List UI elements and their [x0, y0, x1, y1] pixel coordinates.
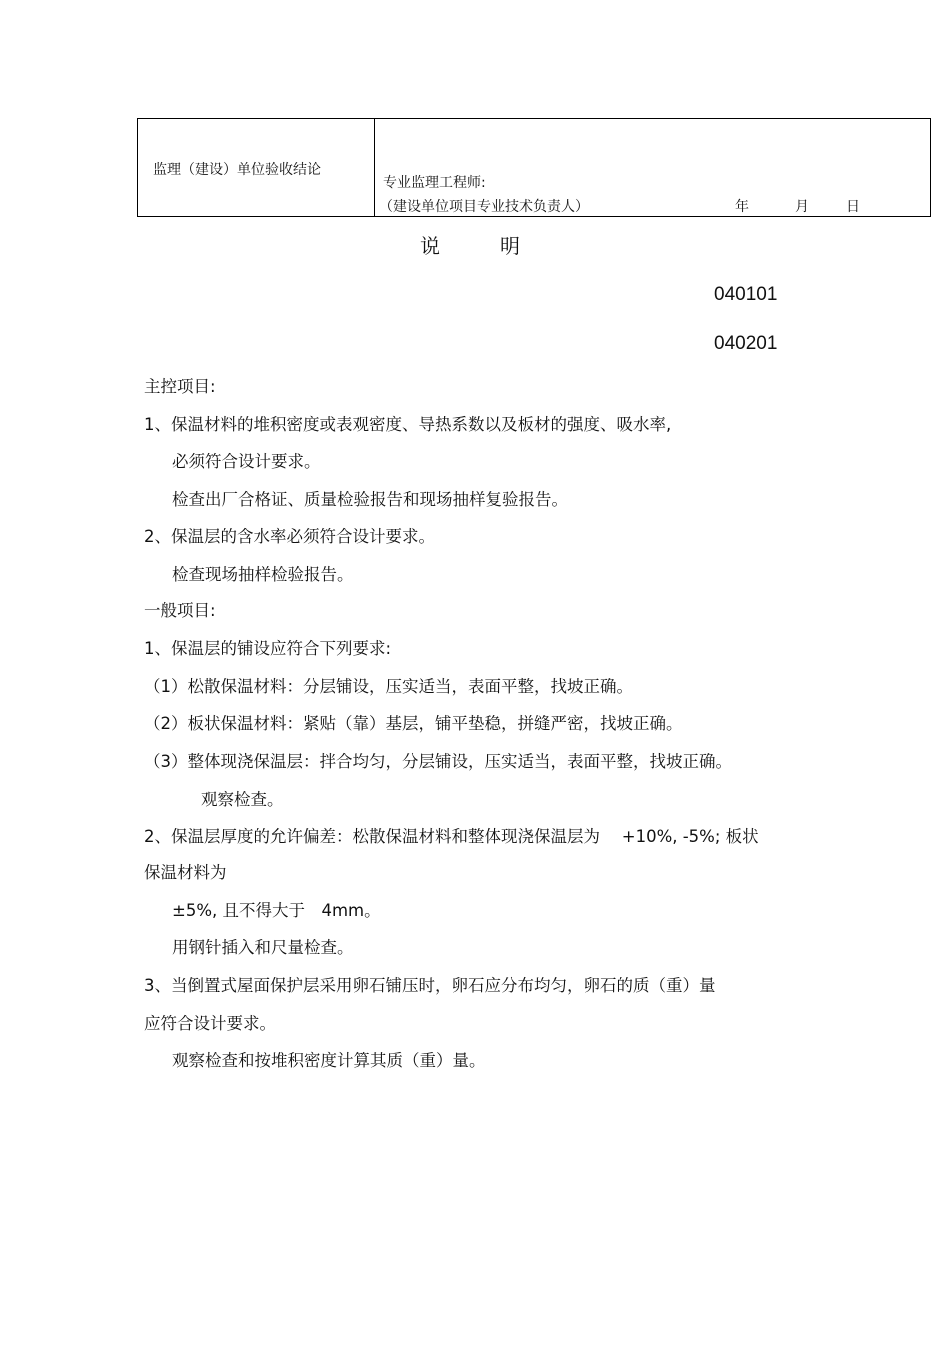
- general-item-2-tolerance: ±5%, 且不得大于 4mm。: [172, 901, 381, 920]
- date-year-label: 年: [735, 199, 749, 215]
- heading-general-items: 一般项目:: [144, 601, 216, 620]
- main-item-1-check: 检查出厂合格证、质量检验报告和现场抽样复验报告。: [172, 490, 568, 509]
- general-item-1-sub-2: （2）板状保温材料：紧贴（靠）基层，铺平垫稳，拼缝严密，找坡正确。: [144, 714, 683, 733]
- general-item-2-cont: 保温材料为: [144, 863, 227, 882]
- acceptance-conclusion-label: 监理（建设）单位验收结论: [153, 162, 321, 178]
- engineer-label: 专业监理工程师:: [383, 175, 486, 191]
- general-item-1: 1、保温层的铺设应符合下列要求:: [144, 639, 392, 658]
- general-item-3: 3、当倒置式屋面保护层采用卵石铺压时，卵石应分布均匀，卵石的质（重）量: [144, 976, 716, 995]
- general-item-3-cont: 应符合设计要求。: [144, 1014, 276, 1033]
- acceptance-label-cell: [138, 119, 375, 216]
- signature-cell: [375, 119, 930, 216]
- general-item-1-sub-3: （3）整体现浇保温层：拌合均匀，分层铺设，压实适当，表面平整，找坡正确。: [144, 752, 732, 771]
- general-item-1-sub-1: （1）松散保温材料：分层铺设，压实适当，表面平整，找坡正确。: [144, 677, 633, 696]
- main-item-1: 1、保温材料的堆积密度或表观密度、导热系数以及板材的强度、吸水率,: [144, 415, 672, 434]
- main-item-2: 2、保温层的含水率必须符合设计要求。: [144, 527, 435, 546]
- form-code-1: 040101: [714, 284, 778, 305]
- general-item-3-check: 观察检查和按堆积密度计算其质（重）量。: [172, 1051, 486, 1070]
- acceptance-table: [137, 118, 931, 217]
- heading-main-items: 主控项目:: [144, 377, 216, 396]
- main-item-2-check: 检查现场抽样检验报告。: [172, 565, 354, 584]
- date-day-label: 日: [846, 199, 860, 215]
- form-code-2: 040201: [714, 333, 778, 354]
- general-item-2-check: 用钢针插入和尺量检查。: [172, 938, 354, 957]
- section-title: 说明: [420, 234, 580, 258]
- general-item-1-check: 观察检查。: [201, 790, 284, 809]
- main-item-1-cont: 必须符合设计要求。: [172, 452, 321, 471]
- date-month-label: 月: [795, 199, 809, 215]
- owner-label: （建设单位项目专业技术负责人）: [379, 199, 589, 215]
- general-item-2: 2、保温层厚度的允许偏差：松散保温材料和整体现浇保温层为 +10%, -5%; 板状: [144, 827, 759, 846]
